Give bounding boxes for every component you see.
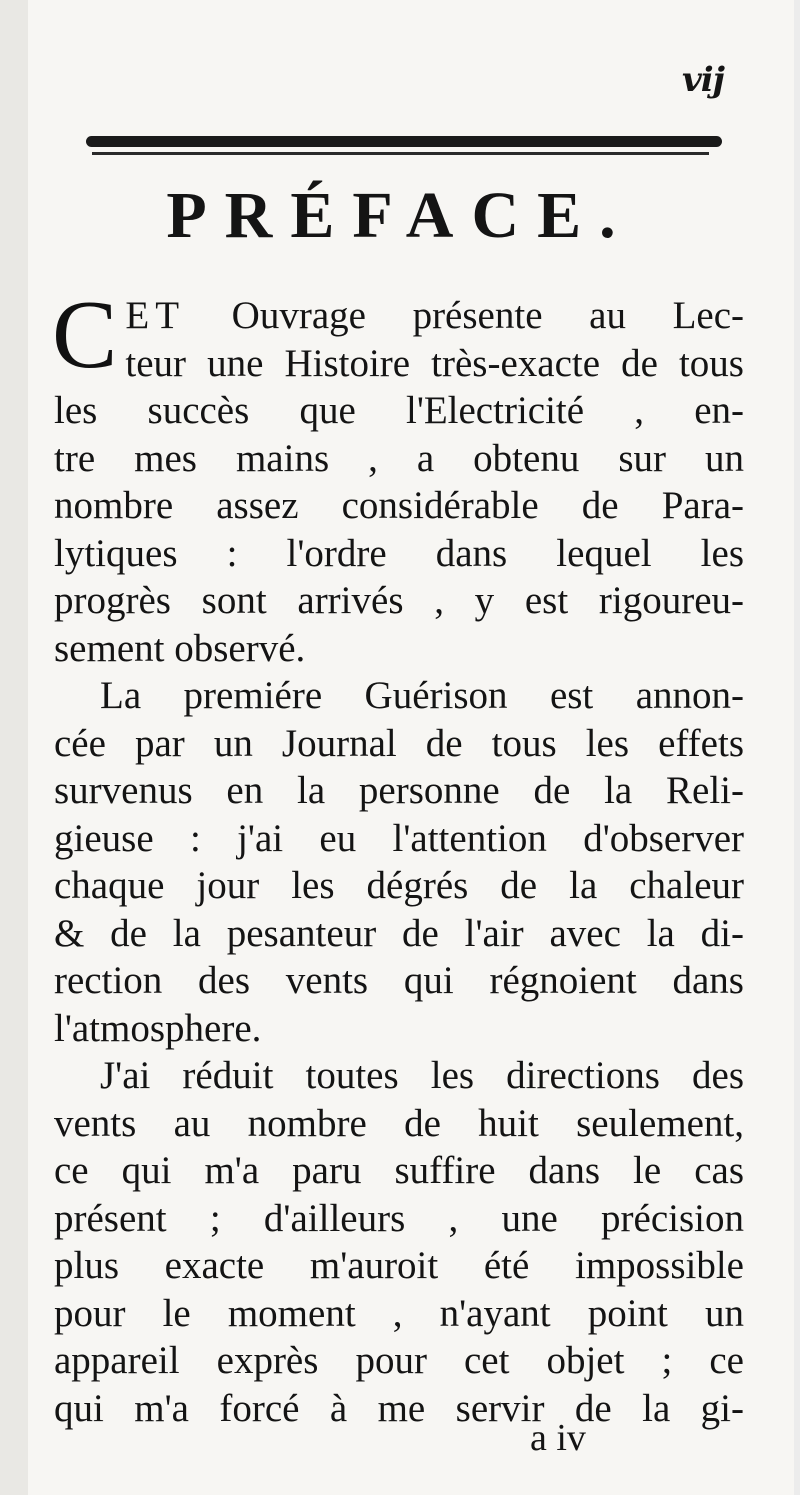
text-line: gieuse : j'ai eu l'attention d'observer: [54, 816, 744, 860]
text-line: plus exacte m'auroit été impossible: [54, 1244, 744, 1287]
text-line: nombre assez considérable de Para-: [54, 484, 744, 527]
header-rule-thick: [86, 136, 722, 147]
small-caps-opening: ET: [125, 294, 186, 337]
text-line: teur une Histoire très-exacte de tous: [125, 341, 744, 385]
text-line: l'atmosphere.: [54, 1006, 262, 1050]
text-line: les succès que l'Electricité , en-: [54, 389, 744, 432]
text-line: présent ; d'ailleurs , une précision: [54, 1196, 744, 1240]
text-line: cée par un Journal de tous les effets: [54, 721, 744, 765]
paragraph-1: [52, 281, 745, 672]
drop-cap: C: [52, 281, 118, 389]
text-line: [54, 292, 744, 340]
body-text: [52, 281, 745, 1432]
text-line: ce qui m'a paru suffire dans le cas: [54, 1149, 744, 1192]
text-line: lytiques : l'ordre dans lequel les: [54, 531, 744, 575]
text-line-content: Ouvrage présente au Lec-: [231, 294, 745, 337]
paragraph-2: [54, 672, 744, 1052]
text-line: sement observé.: [54, 626, 306, 670]
text-line: survenus en la personne de la Reli-: [54, 769, 744, 812]
text-line: & de la pesanteur de l'air avec la di-: [54, 911, 744, 955]
text-line: appareil exprès pour cet objet ; ce: [54, 1339, 744, 1382]
page-title: PRÉFACE.: [166, 179, 634, 252]
header-rule-thin: [92, 152, 709, 155]
text-line: progrès sont arrivés , y est rigoureu-: [54, 579, 744, 622]
paragraph-3: [54, 1052, 744, 1432]
signature-mark: a iv: [530, 1417, 586, 1459]
text-line: vents au nombre de huit seulement,: [54, 1101, 744, 1145]
text-line: qui m'a forcé à me servir de la gi-: [54, 1386, 744, 1430]
text-line: J'ai réduit toutes les directions des: [100, 1054, 744, 1097]
header-rule: [86, 132, 722, 162]
text-line: pour le moment , n'ayant point un: [54, 1291, 744, 1335]
text-line: La premiére Guérison est annon-: [100, 674, 744, 717]
text-line: rection des vents qui régnoient dans: [54, 959, 744, 1002]
text-line: chaque jour les dégrés de la chaleur: [54, 864, 744, 907]
text-line: tre mes mains , a obtenu sur un: [54, 436, 744, 480]
page-number: vij: [682, 60, 724, 100]
